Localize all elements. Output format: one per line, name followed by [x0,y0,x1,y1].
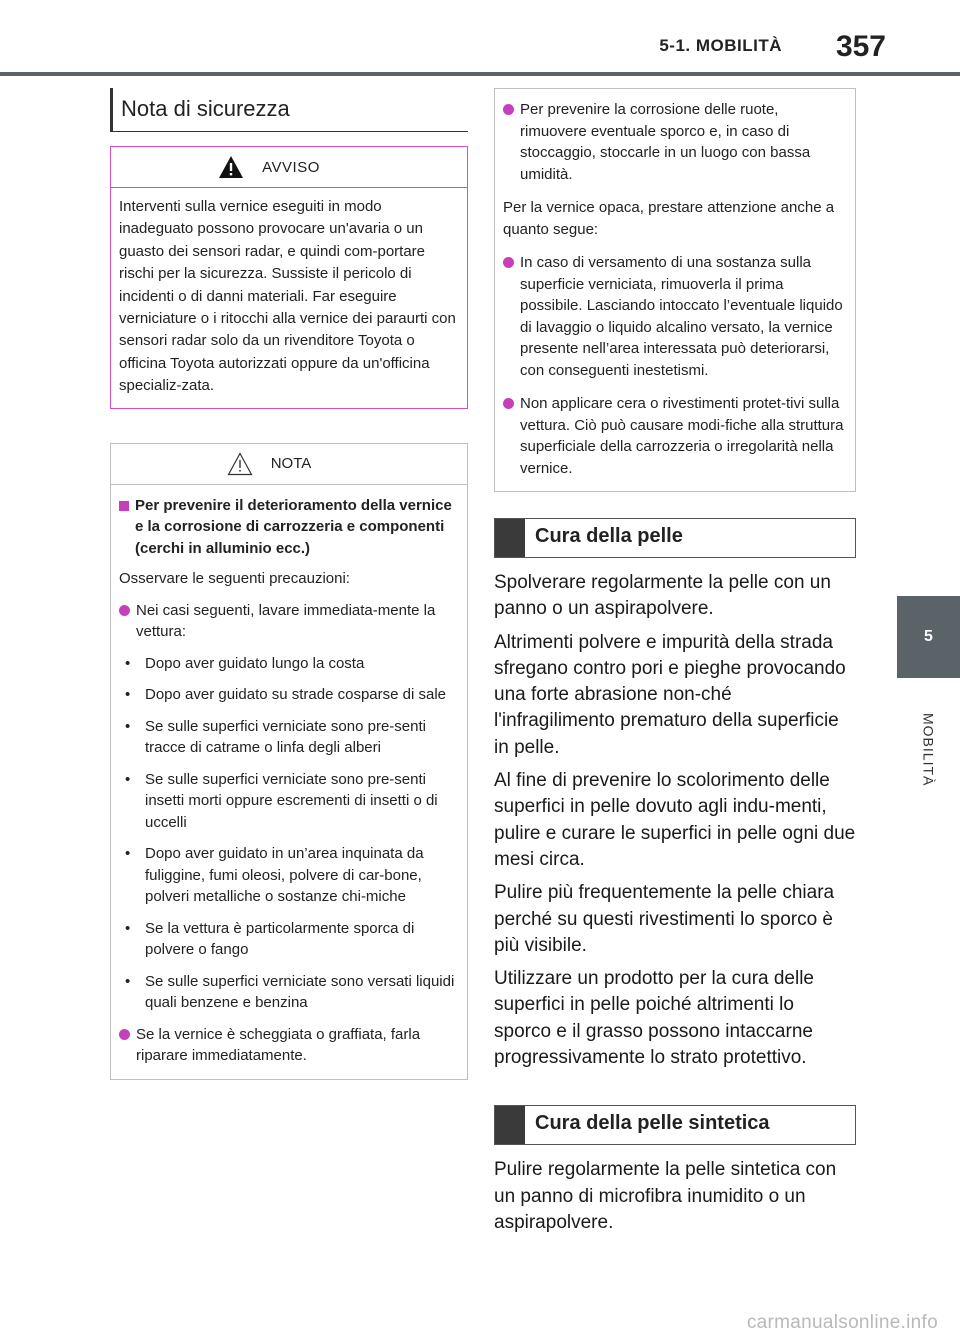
bullet-icon: • [125,717,131,735]
cont-dot-text-2: In caso di versamento di una sostanza sulla superficie verniciata, rimuoverla il prima possibile. Lasciando intoccato l’eventuale liquido di lavaggio o liquido alcalino versato, la vernice presente nell’area interessata può deteriorarsi, con conseguenti inestetismi. [520,254,843,379]
note-title: Per prevenire il deterioramento della vernice e la corrosione di carrozzeria e componenti (cerchi in alluminio ecc.) [135,496,452,557]
list-item [119,971,459,1014]
watermark: carmanualsonline.info [746,1312,938,1333]
list-item-text: Se sulle superfici verniciate sono versati liquidi quali benzene e benzina [145,972,455,1012]
chapter-tab[interactable] [897,596,960,678]
bullet-icon: • [125,770,131,788]
heading-bar [495,1106,525,1144]
cont-dot-item-2 [503,252,845,381]
square-bullet-icon [119,501,129,511]
note-dot-item-2 [119,1024,459,1067]
note-box [110,443,468,1080]
list-item [119,716,459,759]
synthetic-heading-text: Cura della pelle sintetica [535,1112,770,1135]
leather-paragraph: Spolverare regolarmente la pelle con un panno o un aspirapolvere. [494,572,831,620]
note-dot-item-1 [119,600,459,643]
dot-bullet-icon [503,257,514,268]
bullet-icon: • [125,919,131,937]
leather-paragraph: Utilizzare un prodotto per la cura delle superfici in pelle poiché altrimenti lo sporco e il grasso possono intaccarne progressivamente lo strato protettivo. [494,968,815,1069]
chapter-number: 5 [924,628,933,645]
dot-bullet-icon [119,1029,130,1040]
leather-heading-text: Cura della pelle [535,525,683,547]
cont-dot-item-3 [503,393,845,479]
note-label: NOTA [270,455,312,473]
synthetic-heading [494,1105,856,1145]
list-item-text: Dopo aver guidato su strade cosparse di sale [145,686,447,704]
note-dot-text-2: Se la vernice è scheggiata o graffiata, farla riparare immediatamente. [136,1025,421,1065]
list-item [119,918,459,961]
list-item-text: Dopo aver guidato lungo la costa [145,654,365,672]
warning-label: AVVISO [262,158,320,176]
synthetic-paragraph: Pulire regolarmente la pelle sintetica con un panno di microfibra inumidito o un aspirapolvere. [494,1159,837,1233]
note-body [111,485,467,1079]
dot-bullet-icon [503,398,514,409]
chapter-name: MOBILITÀ [920,713,937,787]
list-item-text: Se sulle superfici verniciate sono pre-senti tracce di catrame o linfa degli alberi [145,717,426,757]
leather-heading [494,518,856,558]
bullet-icon: • [125,972,131,990]
note-title-item [119,495,459,560]
matte-intro: Per la vernice opaca, prestare attenzione anche a quanto segue: [503,199,835,238]
page-number: 357 [835,30,886,63]
list-item-text: Dopo aver guidato in un’area inquinata da fuliggine, fumi oleosi, polvere di car-bone, polveri metalliche o sostanze chi-miche [145,845,424,906]
section-title: 5-1. MOBILITÀ [659,36,782,55]
note-intro: Osservare le seguenti precauzioni: [119,570,350,588]
dot-bullet-icon [503,104,514,115]
note-header [111,444,467,485]
list-item-text: Se sulle superfici verniciate sono pre-senti insetti morti oppure escrementi di insetti o di uccelli [145,770,438,831]
leather-paragraph: Pulire più frequentemente la pelle chiara perché su questi rivestimenti lo sporco è più visibile. [494,882,835,956]
cont-dot-text-3: Non applicare cera o rivestimenti protet-tivi sulla vettura. Ciò può causare modi-fiche alla struttura superficiale della carrozzeria o irregolarità nella vernice. [520,395,844,477]
dot-bullet-icon [119,605,130,616]
bullet-icon: • [125,686,131,704]
bullet-icon: • [125,654,131,672]
note-bullet-list [119,653,459,1014]
warning-box [110,146,468,409]
leather-body [494,570,856,1071]
cont-dot-text-1: Per prevenire la corrosione delle ruote, rimuovere eventuale sporco e, in caso di stoccaggio, stoccarle in un luogo con bassa umidità. [520,101,811,183]
right-column [494,88,856,1236]
leather-paragraph: Al fine di prevenire lo scolorimento delle superfici in pelle dovuto agli indu-menti, pulire e curare le superfici in pelle ogni due mesi circa. [494,770,856,870]
list-item [119,769,459,834]
cont-dot-item-1 [503,99,845,185]
heading-bar [495,519,525,557]
safety-heading: Nota di sicurezza [110,88,468,132]
left-column [110,88,468,1080]
list-item-text: Se la vettura è particolarmente sporca di polvere o fango [145,919,415,959]
list-item [119,653,459,675]
list-item [119,684,459,706]
warning-text: Interventi sulla vernice eseguiti in modo inadeguato possono provocare un'avaria o un guasto dei sensori radar, e quindi com-portare rischi per la sicurezza. Sussiste il pericolo di incidenti o di danni materiali. Far eseguire verniciature o i ritocchi alla vernice dei paraurti con sensori radar solo da un rivenditore Toyota o officina Toyota autorizzati oppure da un'officina specializ-zata. [119,198,456,395]
warning-header [111,147,467,188]
note-continued-box [494,88,856,492]
list-item [119,843,459,908]
warning-triangle-filled-icon [218,155,244,179]
warning-triangle-outline-icon [227,452,253,476]
bullet-icon: • [125,845,131,863]
synthetic-body [494,1157,856,1236]
header-divider [0,72,960,76]
chapter-label [897,690,960,810]
note-dot-text-1: Nei casi seguenti, lavare immediata-mente la vettura: [136,601,436,641]
leather-paragraph: Altrimenti polvere e impurità della strada sfregano contro pori e pieghe provocando una forte abrasione non-ché l'infragilimento prematuro della superficie in pelle. [494,631,846,758]
